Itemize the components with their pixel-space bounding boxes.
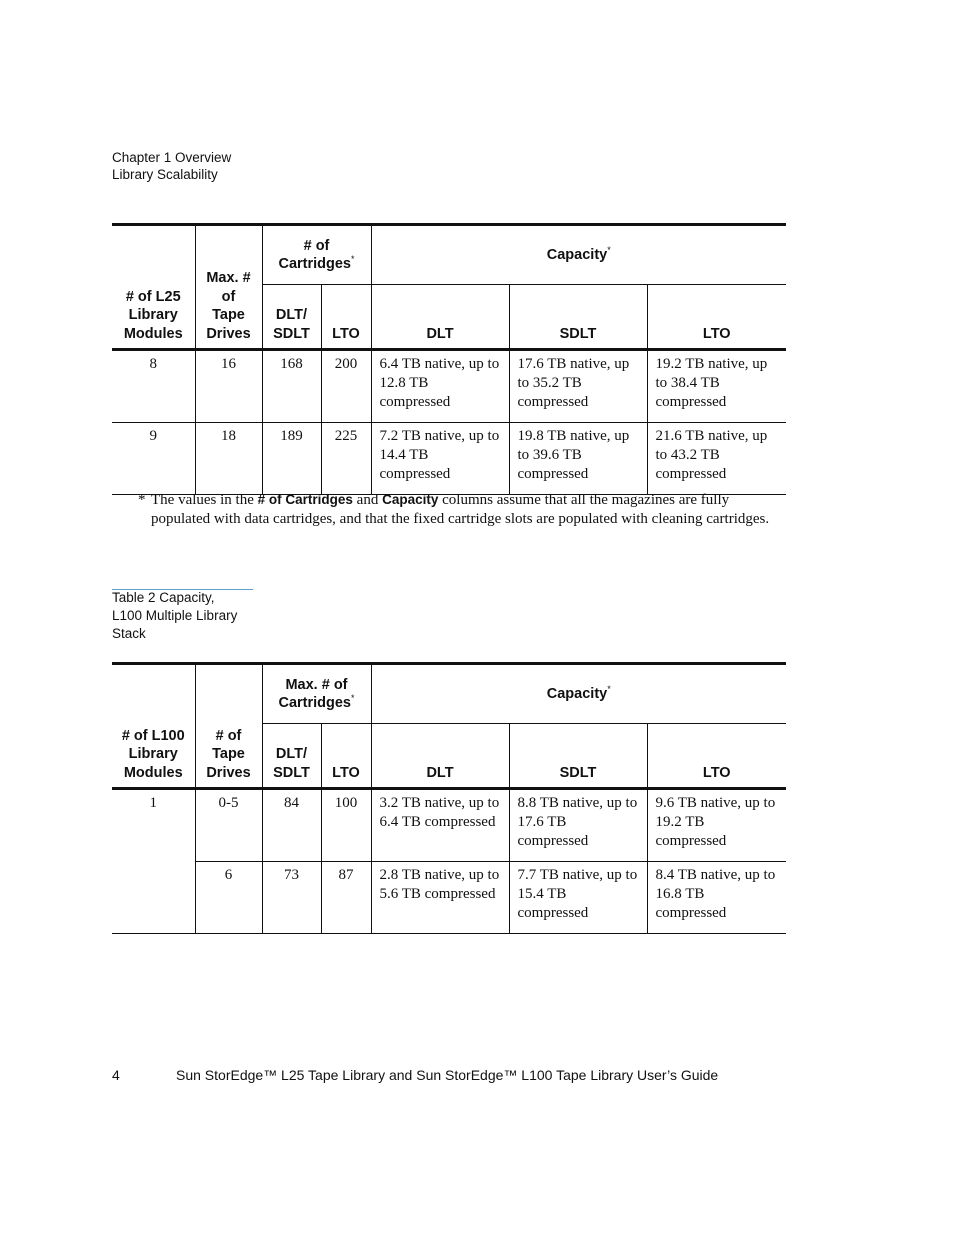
book-title: Sun StorEdge™ L25 Tape Library and Sun StorEdge™ L100 Tape Library User’s Guide	[176, 1067, 719, 1083]
header-capacity-lto: LTO	[647, 285, 786, 350]
cell-drives: 18	[195, 423, 262, 495]
cell-capacity-lto: 8.4 TB native, up to 16.8 TB compressed	[647, 862, 786, 934]
footnote-ref: *	[351, 693, 355, 704]
header-capacity: Capacity*	[371, 225, 786, 285]
cell-lto: 100	[321, 789, 371, 862]
cell-capacity-dlt: 2.8 TB native, up to 5.6 TB compressed	[371, 862, 509, 934]
cell-drives: 16	[195, 350, 262, 423]
cell-modules: 9	[112, 423, 195, 495]
header-tape-drives: # of Tape Drives	[195, 664, 262, 789]
table-row	[112, 862, 786, 934]
header-cartridges: # of Cartridges*	[262, 225, 371, 285]
header-lto: LTO	[321, 724, 371, 789]
header-capacity-lto: LTO	[647, 724, 786, 789]
cell-capacity-dlt: 3.2 TB native, up to 6.4 TB compressed	[371, 789, 509, 862]
header-modules: # of L100 Library Modules	[112, 664, 195, 789]
cell-capacity-sdlt: 19.8 TB native, up to 39.6 TB compressed	[509, 423, 647, 495]
cell-lto: 87	[321, 862, 371, 934]
cell-dlt-sdlt: 168	[262, 350, 321, 423]
footnote-ref: *	[351, 254, 355, 265]
section-title: Library Scalability	[112, 167, 218, 182]
header-tape-drives: Max. # of Tape Drives	[195, 225, 262, 350]
l100-capacity-table	[112, 662, 786, 934]
header-capacity-sdlt: SDLT	[509, 285, 647, 350]
cell-drives: 0-5	[195, 789, 262, 862]
header-dlt-sdlt: DLT/ SDLT	[262, 724, 321, 789]
cell-capacity-dlt: 7.2 TB native, up to 14.4 TB compressed	[371, 423, 509, 495]
table-footnote	[138, 491, 778, 528]
cell-dlt-sdlt: 189	[262, 423, 321, 495]
table-row	[112, 423, 786, 495]
cell-lto: 225	[321, 423, 371, 495]
table-row	[112, 350, 786, 423]
header-lto: LTO	[321, 285, 371, 350]
cell-lto: 200	[321, 350, 371, 423]
header-cartridges: Max. # of Cartridges*	[262, 664, 371, 724]
page-number: 4	[112, 1067, 120, 1083]
l25-capacity-table	[112, 223, 786, 495]
running-header	[112, 149, 231, 183]
cell-capacity-lto: 9.6 TB native, up to 19.2 TB compressed	[647, 789, 786, 862]
cell-capacity-lto: 21.6 TB native, up to 43.2 TB compressed	[647, 423, 786, 495]
footnote-text: The values in the # of Cartridges and Capacity columns assume that all the magazines are fully populated with data cartridges, and that the fixed cartridge slots are populated with cleaning cartridges.	[151, 492, 770, 527]
footnote-ref: *	[607, 244, 611, 255]
header-dlt-sdlt: DLT/ SDLT	[262, 285, 321, 350]
chapter-title: Chapter 1 Overview	[112, 150, 232, 165]
header-capacity-dlt: DLT	[371, 724, 509, 789]
cell-drives: 6	[195, 862, 262, 934]
table-row	[112, 789, 786, 862]
cell-capacity-lto: 19.2 TB native, up to 38.4 TB compressed	[647, 350, 786, 423]
cell-dlt-sdlt: 73	[262, 862, 321, 934]
footnote-marker: *	[138, 492, 146, 508]
header-capacity-dlt: DLT	[371, 285, 509, 350]
cell-capacity-sdlt: 17.6 TB native, up to 35.2 TB compressed	[509, 350, 647, 423]
cell-modules: 8	[112, 350, 195, 423]
cell-capacity-dlt: 6.4 TB native, up to 12.8 TB compressed	[371, 350, 509, 423]
table-caption: Table 2 Capacity, L100 Multiple Library Stack	[112, 590, 238, 641]
footnote-ref: *	[607, 683, 611, 694]
header-capacity: Capacity*	[371, 664, 786, 724]
header-capacity-sdlt: SDLT	[509, 724, 647, 789]
cell-dlt-sdlt: 84	[262, 789, 321, 862]
cell-capacity-sdlt: 8.8 TB native, up to 17.6 TB compressed	[509, 789, 647, 862]
cell-capacity-sdlt: 7.7 TB native, up to 15.4 TB compressed	[509, 862, 647, 934]
header-modules: # of L25 Library Modules	[112, 225, 195, 350]
cell-modules: 1	[112, 789, 195, 934]
